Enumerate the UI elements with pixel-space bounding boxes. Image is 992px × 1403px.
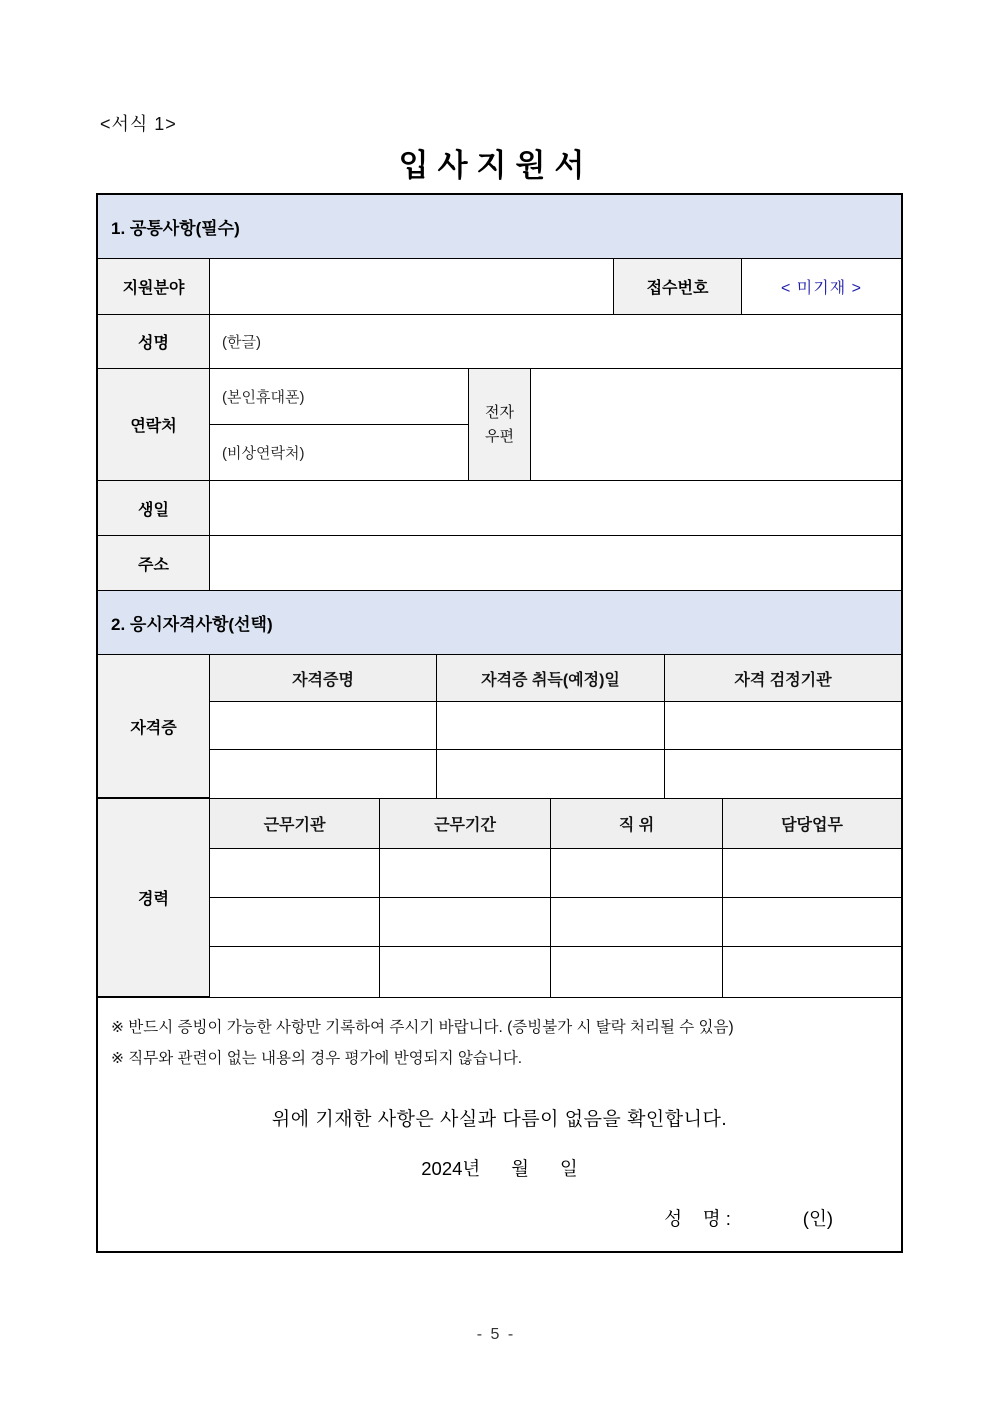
footer-cell — [98, 998, 901, 1251]
row-contact — [98, 369, 901, 481]
address-input[interactable] — [210, 536, 901, 591]
career-header-position: 직 위 — [551, 799, 723, 849]
certificate-row — [210, 702, 901, 750]
career-row — [210, 849, 901, 898]
career-input-cell[interactable] — [723, 898, 901, 947]
certificate-input-cell[interactable] — [210, 702, 437, 750]
email-label-line2: 우편 — [485, 427, 514, 445]
career-input-cell[interactable] — [380, 849, 551, 898]
career-header-org: 근무기관 — [210, 799, 380, 849]
emergency-contact-input[interactable]: (비상연락처) — [222, 444, 305, 462]
career-input-cell[interactable] — [551, 947, 723, 997]
career-header-period: 근무기간 — [380, 799, 551, 849]
name-input[interactable]: (한글) — [210, 315, 901, 369]
career-header-row — [210, 799, 901, 849]
career-row — [210, 947, 901, 997]
career-label: 경력 — [98, 799, 210, 997]
apply-field-input[interactable] — [210, 259, 614, 315]
section1-header: 1. 공통사항(필수) — [98, 195, 901, 259]
career-grid — [210, 799, 901, 997]
row-address — [98, 536, 901, 591]
career-input-cell[interactable] — [380, 898, 551, 947]
row-birth — [98, 481, 901, 536]
receipt-number-label: 접수번호 — [614, 259, 742, 315]
email-label-line1: 전자 — [485, 403, 514, 421]
certificate-label: 자격증 — [98, 655, 210, 798]
section2-header: 2. 응시자격사항(선택) — [98, 591, 901, 655]
page-title: 입사지원서 — [398, 148, 594, 183]
certificate-input-cell[interactable] — [210, 750, 437, 798]
receipt-number-value: < 미기재 > — [742, 259, 901, 315]
contact-phone-stack — [210, 369, 469, 481]
date-line: 2024년 월 일 — [421, 1158, 578, 1179]
career-input-cell[interactable] — [210, 947, 380, 997]
career-input-cell[interactable] — [551, 849, 723, 898]
note-line-2: ※ 직무와 관련이 없는 내용의 경우 평가에 반영되지 않습니다. — [111, 1050, 523, 1067]
certificate-input-cell[interactable] — [437, 750, 665, 798]
application-form-table — [96, 193, 903, 1253]
contact-label: 연락처 — [98, 369, 210, 481]
career-input-cell[interactable] — [380, 947, 551, 997]
certificate-header-row — [210, 655, 901, 702]
career-block — [98, 799, 901, 997]
certificate-input-cell[interactable] — [665, 702, 901, 750]
confirmation-statement: 위에 기재한 사항은 사실과 다름이 없음을 확인합니다. — [271, 1109, 728, 1130]
email-input[interactable] — [531, 369, 901, 481]
career-input-cell[interactable] — [723, 849, 901, 898]
certificate-header-name: 자격증명 — [210, 655, 437, 702]
row-apply-field — [98, 259, 901, 315]
certificate-header-agency: 자격 검정기관 — [665, 655, 901, 702]
certificate-row — [210, 750, 901, 798]
certificate-header-date: 자격증 취득(예정)일 — [437, 655, 665, 702]
career-input-cell[interactable] — [210, 849, 380, 898]
phone-input[interactable]: (본인휴대폰) — [210, 369, 468, 425]
certificate-input-cell[interactable] — [437, 702, 665, 750]
career-row — [210, 898, 901, 947]
apply-field-label: 지원분야 — [98, 259, 210, 315]
note-line-1: ※ 반드시 증빙이 가능한 사항만 기록하여 주시기 바랍니다. (증빙불가 시 탈락 처리될 수 있음) — [111, 1019, 734, 1036]
certificate-block — [98, 655, 901, 798]
page-number: - 5 - — [476, 1326, 516, 1343]
career-input-cell[interactable] — [723, 947, 901, 997]
address-label: 주소 — [98, 536, 210, 591]
birth-label: 생일 — [98, 481, 210, 536]
signature-line: 성 명 : (인) — [664, 1208, 833, 1229]
career-input-cell[interactable] — [551, 898, 723, 947]
certificate-grid — [210, 655, 901, 798]
certificate-input-cell[interactable] — [665, 750, 901, 798]
row-name — [98, 315, 901, 369]
name-label: 성명 — [98, 315, 210, 369]
career-input-cell[interactable] — [210, 898, 380, 947]
birth-input[interactable] — [210, 481, 901, 536]
form-tag: <서식 1> — [100, 114, 177, 134]
email-label — [469, 369, 531, 481]
career-header-duty: 담당업무 — [723, 799, 901, 849]
